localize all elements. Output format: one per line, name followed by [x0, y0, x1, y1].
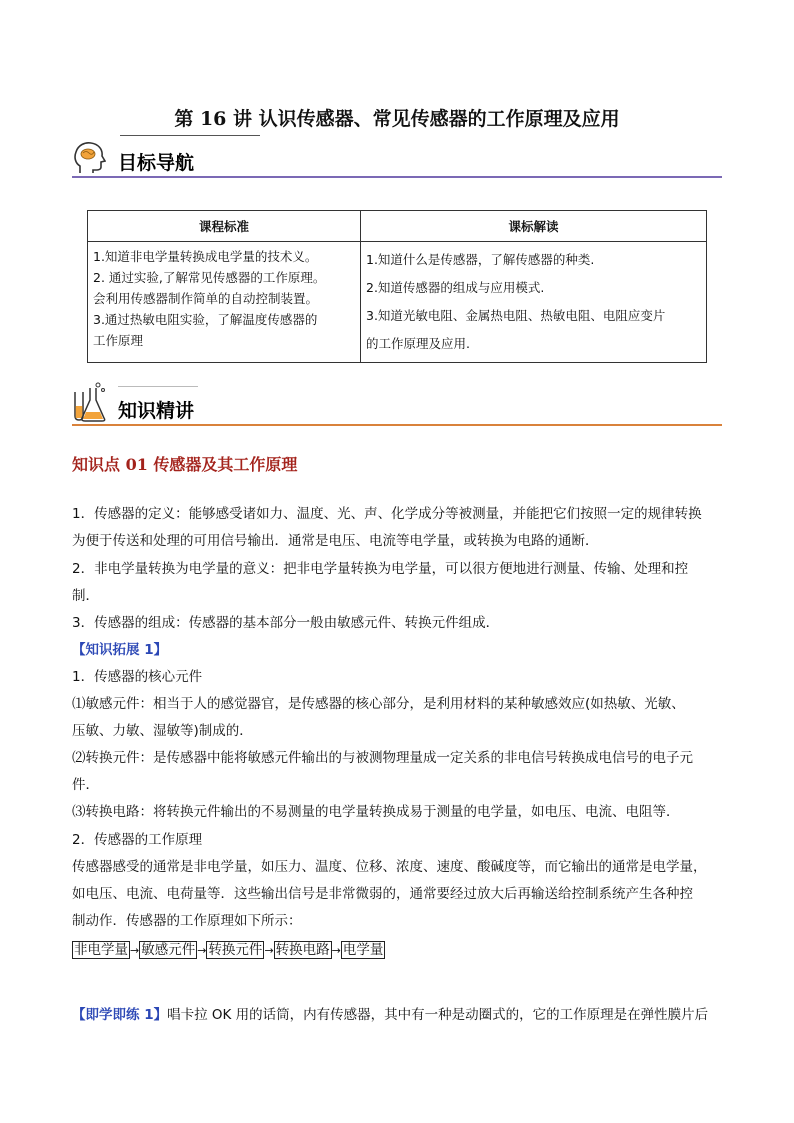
- title-underline: [120, 135, 260, 136]
- flow-step: 敏感元件: [141, 942, 196, 958]
- table-cell-interpretation: [361, 242, 707, 363]
- paragraph-line: 2．非电学量转换为电学量的意义：把非电学量转换为电学量，可以很方便地进行测量、传输、处理和控: [72, 561, 689, 577]
- section-label: 知识精讲: [118, 400, 195, 422]
- section-rule: [72, 424, 722, 426]
- paragraph-line: 件．: [72, 777, 99, 793]
- paragraph-line: ⑶转换电路：将转换元件输出的不易测量的电学量转换成易于测量的电学量，如电压、电流、电阻等．: [72, 804, 680, 820]
- paragraph-line: ⑵转换元件：是传感器中能将敏感元件输出的与被测物理量成一定关系的非电信号转换成电信号的电子元: [72, 750, 693, 766]
- knowledge-point-title: 知识点 01 传感器及其工作原理: [72, 455, 298, 474]
- paragraph-line: 3．传感器的组成：传感器的基本部分一般由敏感元件、转换元件组成．: [72, 615, 500, 631]
- cell-line: 2. 通过实验,了解常见传感器的工作原理。: [93, 270, 326, 285]
- paragraph-line: 1．传感器的定义：能够感受诸如力、温度、光、声、化学成分等被测量，并能把它们按照一定的规律转换: [72, 506, 702, 522]
- section-label: 目标导航: [118, 152, 195, 174]
- cell-line: 1.知道非电学量转换成电学量的技术义。: [93, 249, 318, 264]
- lab-flask-icon: [72, 382, 110, 422]
- arrow-right-icon: →: [264, 944, 274, 957]
- practice-tag: 【即学即练 1】: [72, 1007, 168, 1023]
- table-header-row: [88, 211, 707, 242]
- practice-text: 唱卡拉 OK 用的话筒，内有传感器，其中有一种是动圈式的，它的工作原理是在弹性膜片后: [167, 1007, 709, 1023]
- paragraph-line: 为便于传送和处理的可用信号输出．通常是电压、电流等电学量，或转换为电路的通断．: [72, 533, 599, 549]
- section-top-rule: [118, 386, 198, 387]
- paragraph-line: 如电压、电流、电荷量等．这些输出信号是非常微弱的，通常要经过放大后再输送给控制系统产生各种控: [72, 886, 693, 902]
- brain-head-icon: [72, 140, 106, 176]
- flow-step: 转换电路: [275, 942, 330, 958]
- practice-line: [72, 1003, 708, 1023]
- working-principle-flow: [72, 938, 385, 958]
- arrow-right-icon: →: [331, 944, 341, 957]
- table-header-cell: 课程标准: [88, 211, 361, 242]
- section-header-goals: [72, 140, 722, 180]
- flow-step: 电学量: [342, 942, 384, 958]
- cell-line: 3.通过热敏电阻实验，了解温度传感器的: [93, 312, 318, 327]
- table-header-cell: 课标解读: [361, 211, 707, 242]
- paragraph-line: 1．传感器的核心元件: [72, 669, 203, 685]
- paragraph-line: ⑴敏感元件：相当于人的感觉器官，是传感器的核心部分，是利用材料的某种敏感效应(如热敏、光敏、: [72, 696, 685, 712]
- section-header-knowledge: [72, 382, 722, 426]
- paragraph-line: 传感器感受的通常是非电学量，如压力、温度、位移、浓度、速度、酸碱度等，而它输出的通常是电学量，: [72, 859, 707, 875]
- course-standards-table: [87, 210, 707, 363]
- flow-step: 非电学量: [74, 942, 128, 958]
- arrow-right-icon: →: [130, 944, 140, 957]
- cell-line: 工作原理: [93, 333, 144, 348]
- cell-line: 3.知道光敏电阻、金属热电阻、热敏电阻、电阻应变片: [366, 308, 666, 323]
- knowledge-extension-tag: 【知识拓展 1】: [72, 642, 168, 658]
- paragraph-line: 制动作．传感器的工作原理如下所示：: [72, 913, 302, 929]
- arrow-right-icon: →: [197, 944, 207, 957]
- cell-line: 1.知道什么是传感器，了解传感器的种类.: [366, 252, 595, 267]
- paragraph-line: 压敏、力敏、湿敏等)制成的．: [72, 723, 253, 739]
- table-row: [88, 242, 707, 363]
- page-title: 第 16 讲 认识传感器、常见传感器的工作原理及应用: [174, 108, 620, 130]
- cell-line: 2.知道传感器的组成与应用模式.: [366, 280, 545, 295]
- cell-line: 的工作原理及应用.: [366, 336, 470, 351]
- section-rule: [72, 176, 722, 178]
- paragraph-line: 制．: [72, 588, 99, 604]
- paragraph-line: 2．传感器的工作原理: [72, 832, 203, 848]
- cell-line: 会利用传感器制作简单的自动控制装置。: [93, 291, 319, 306]
- table-cell-standards: [88, 242, 361, 363]
- flow-step: 转换元件: [208, 942, 263, 958]
